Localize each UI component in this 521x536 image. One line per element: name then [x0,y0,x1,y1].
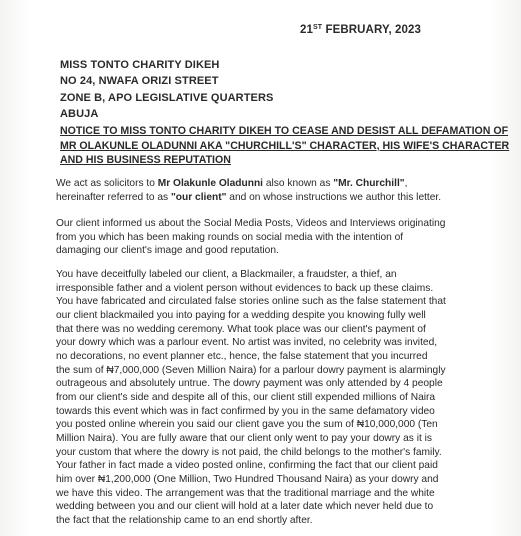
date-month-year: FEBRUARY, 2023 [322,24,422,36]
notice-line: MR OLAKUNLE OLADUNNI AKA "CHURCHILL'S" CHARACTER, HIS WIFE'S CHARACTER [60,139,510,152]
notice-heading [60,124,510,168]
paragraph-line: you posted online wherein you said our client gave you the sum of ₦10,000,000 (Ten [56,419,438,431]
paragraph-line [56,191,496,205]
text-run: , [404,178,408,189]
paragraph-line: him over ₦1,200,000 (One Million, Two Hundred Thousand Naira) as your dowry and [56,473,439,485]
client-alias: "Mr. Churchill" [333,178,405,189]
address-line: MISS TONTO CHARITY DIKEH [60,59,220,71]
address-line: NO 24, NWAFA ORIZI STREET [60,75,219,88]
paragraph-line: from our client's side and despite all of this, our client still expended millions of Naira [56,391,436,403]
text-run: We act as solicitors to [56,178,158,189]
paragraph-line [56,177,496,191]
text-run: and on whose instructions we author this letter. [226,191,442,203]
date-day: 21 [300,24,313,36]
paragraph-line: that there was no wedding ceremony. What took place was our client's payment of [56,323,426,335]
paragraph-line: Our client informed us about the Social Media Posts, Videos and Interviews originating [56,218,446,229]
address-line: ABUJA [60,108,99,121]
paragraph-line: your custom that where the dowry is not paid, the child belongs to the mother's family. [56,446,442,458]
paragraph-line: our client blackmailed you into paying for a wedding despite you knowing fully well [56,309,426,321]
paragraph-line: You have fabricated and circulated false stories online such as the false statement that [56,296,446,308]
letter-date [300,24,421,36]
paragraph-line: irresponsible father and a violent person without evidences to back up these claims. [56,282,434,294]
paragraph-social-media [56,217,496,258]
paragraph-line: Million Naira). You are fully aware that our client only went to pay your dowry as it is [56,432,432,444]
paragraph-line: your dowry which was a parlour event. No artist was invited, no celebrity was invited, [56,337,438,349]
our-client-term: "our client" [170,191,227,203]
paragraph-line: we have this video. The arrangement was that the traditional marriage and the white [56,487,435,499]
paragraph-allegations [56,268,496,527]
paragraph-line: no decorations, no event planner etc., hence, the false statement that you incurred [56,350,428,362]
paragraph-line: towards this event which was in fact confirmed by you in the same defamatory video [56,405,435,417]
address-line: ZONE B, APO LEGISLATIVE QUARTERS [60,91,274,104]
paragraph-line: damaging our client's image and good reputation. [56,245,279,257]
paragraph-line: wedding between you and our client will hold at a later date which never held due to [56,501,434,513]
client-name: Mr Olakunle Oladunni [157,178,264,189]
text-run: hereinafter referred to as [56,191,171,203]
paragraph-intro [56,177,496,204]
recipient-address [60,57,273,123]
paragraph-line: the sum of ₦7,000,000 (Seven Million Naira) for a parlour dowry payment is alarmingly [56,364,446,376]
paragraph-line: the fact that the relationship came to an end shortly after. [56,514,313,526]
notice-line: AND HIS BUSINESS REPUTATION [60,154,231,166]
paragraph-line: outrageous and absolutely untrue. The dowry payment was only attended by 4 people [56,378,443,390]
text-run: also known as [263,178,334,189]
notice-line: NOTICE TO MISS TONTO CHARITY DIKEH TO CEASE AND DESIST ALL DEFAMATION OF [60,125,509,137]
paragraph-line: You have deceitfully labeled our client, a Blackmailer, a fraudster, a thief, an [56,269,397,280]
date-ordinal: ST [313,24,323,31]
paragraph-line: from you which has been making rounds on social media with the intention of [56,231,404,243]
paragraph-line: Your father in fact made a video posted online, confirming the fact that our client paid [56,460,438,472]
